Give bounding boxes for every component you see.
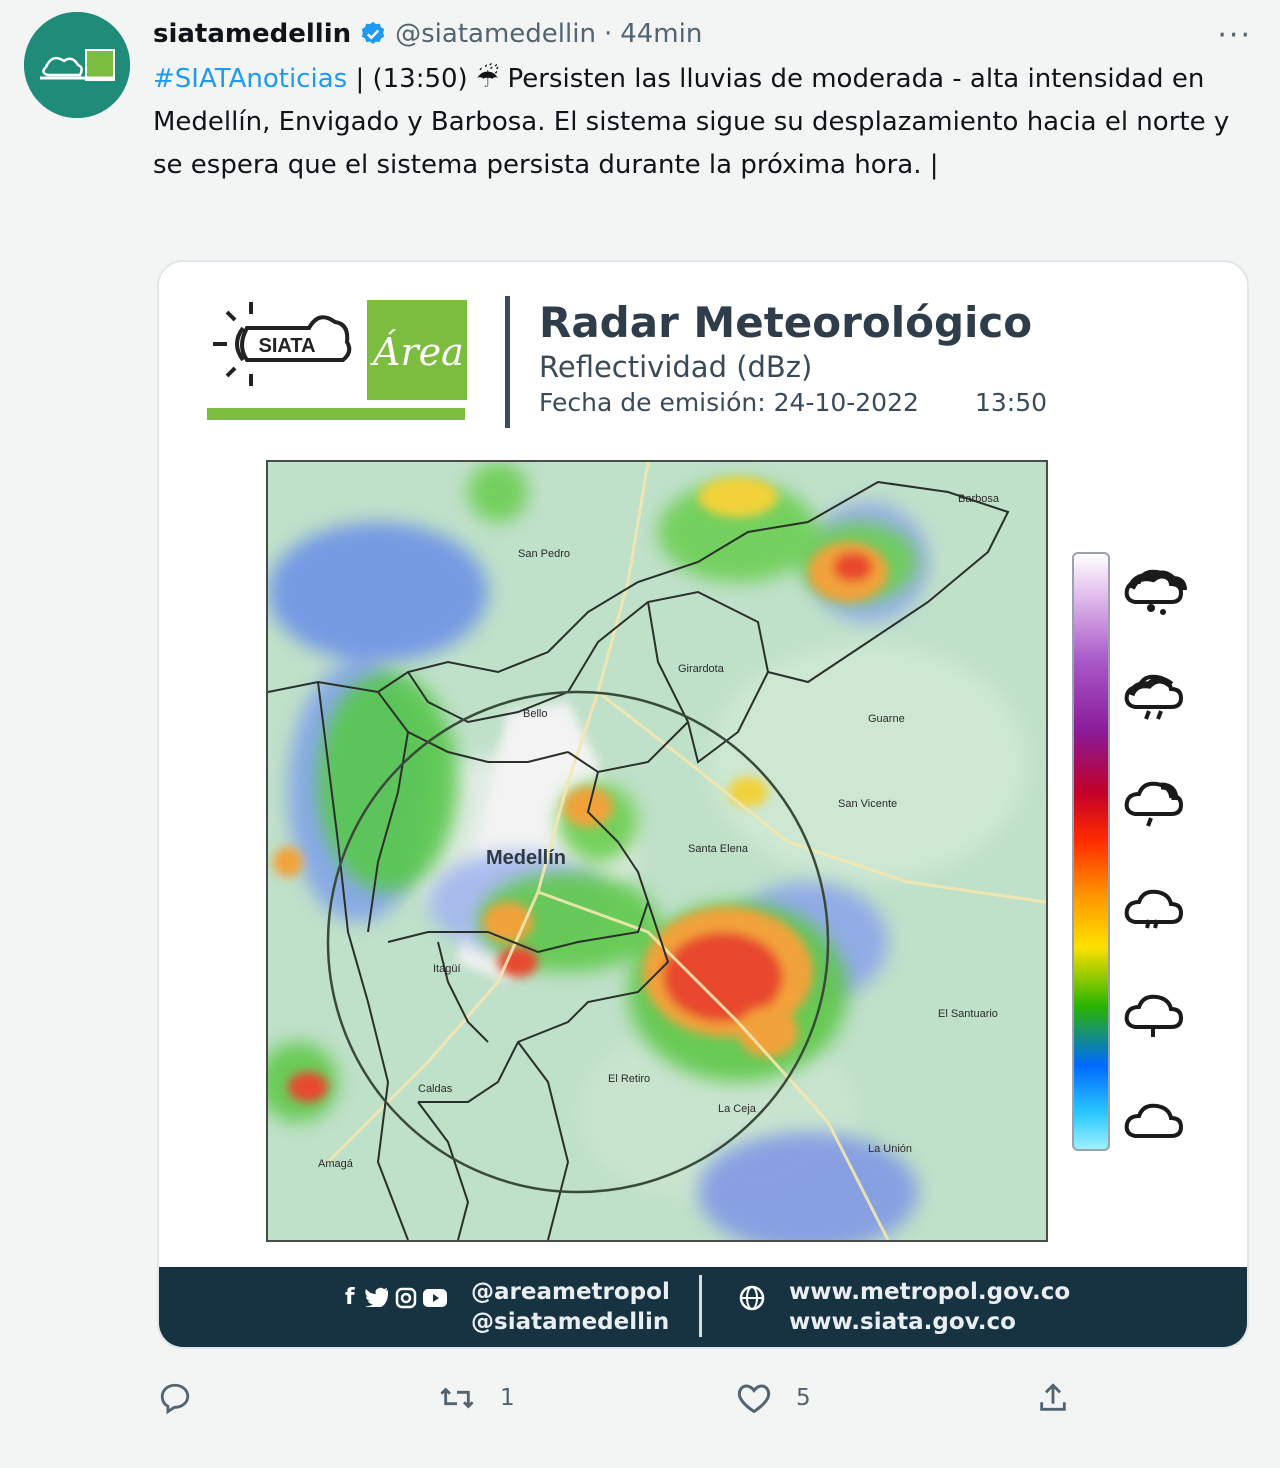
- hashtag-link[interactable]: #SIATAnoticias: [153, 64, 348, 94]
- cloud-rain-moderate-icon: [1121, 882, 1191, 942]
- siata-logo: [207, 298, 353, 398]
- map-label-girardota: Girardota: [678, 663, 724, 675]
- footer-web-siata: www.siata.gov.co: [789, 1309, 1016, 1335]
- reflectivity-color-scale: [1072, 552, 1110, 1151]
- tweet-body: | (13:50) ☔ Persisten las lluvias de moderada - alta intensidad en Medellín, Envigado y Barbosa. El sistema sigue su desplazamiento hacia el norte y se espera que el sistema persista durante la próxima hora. |: [153, 64, 1230, 180]
- footer-handle-areametropol: @areametropol: [471, 1279, 670, 1305]
- footer-divider: [699, 1275, 702, 1337]
- map-label-la-ceja: La Ceja: [718, 1103, 756, 1115]
- map-label-la-union: La Unión: [868, 1143, 913, 1155]
- like-button[interactable]: [736, 1376, 811, 1420]
- timestamp[interactable]: 44min: [620, 19, 703, 49]
- cloud-rain-light-icon: [1121, 987, 1191, 1047]
- instagram-icon: [395, 1287, 417, 1309]
- map-label-itagui: Itagüí: [433, 963, 461, 975]
- siata-logo-text: SIATA: [258, 335, 316, 357]
- cloud-hail-heavy-icon: [1121, 562, 1191, 622]
- footer-web-metropol: www.metropol.gov.co: [789, 1279, 1071, 1305]
- reply-button[interactable]: [158, 1376, 216, 1420]
- radar-map: [266, 460, 1048, 1242]
- map-label-barbosa: Barbosa: [958, 493, 999, 505]
- avatar[interactable]: [24, 12, 130, 118]
- map-label-amaga: Amagá: [318, 1158, 353, 1170]
- image-footer: [159, 1267, 1247, 1347]
- facebook-icon: f: [345, 1285, 355, 1310]
- map-label-santa-elena: Santa Elena: [688, 843, 748, 855]
- emission-date: Fecha de emisión: 24-10-2022: [539, 388, 919, 417]
- radar-subtitle: Reflectividad (dBz): [539, 350, 813, 384]
- emission-time: 13:50: [975, 388, 1048, 417]
- footer-handle-siatamedellin: @siatamedellin: [471, 1309, 670, 1335]
- map-label-san-vicente: San Vicente: [838, 798, 898, 810]
- cloud-rain-strong-icon: [1121, 774, 1191, 834]
- like-count: 5: [796, 1385, 811, 1411]
- cloud-heavy-rain-icon: [1121, 667, 1191, 727]
- tweet-header: [153, 14, 702, 54]
- radar-title: Radar Meteorológico: [539, 298, 1033, 347]
- area-logo-text: Área: [373, 330, 464, 374]
- map-label-caldas: Caldas: [418, 1083, 453, 1095]
- cloud-icon: [1121, 1092, 1191, 1152]
- share-icon: [1036, 1381, 1070, 1415]
- reply-icon: [158, 1381, 192, 1415]
- handle[interactable]: @siatamedellin: [395, 19, 596, 49]
- area-metropolitana-logo: [367, 300, 467, 400]
- verified-badge-icon: [359, 20, 387, 48]
- heart-icon: [736, 1381, 772, 1415]
- tweet-image[interactable]: [157, 260, 1249, 1349]
- twitter-icon: [365, 1287, 389, 1307]
- header-divider: [505, 296, 510, 428]
- logo-bar: [207, 408, 465, 420]
- map-label-bello: Bello: [523, 708, 548, 720]
- map-label-guarne: Guarne: [868, 713, 905, 725]
- retweet-button[interactable]: [438, 1376, 515, 1420]
- retweet-icon: [438, 1381, 476, 1415]
- separator-dot: ·: [603, 19, 613, 49]
- map-label-el-santuario: El Santuario: [938, 1008, 998, 1020]
- map-label-el-retiro: El Retiro: [608, 1073, 651, 1085]
- globe-icon: [739, 1285, 765, 1311]
- display-name[interactable]: siatamedellin: [153, 19, 352, 49]
- retweet-count: 1: [500, 1385, 515, 1411]
- share-button[interactable]: [1036, 1376, 1094, 1420]
- map-label-medellin: Medellín: [486, 847, 567, 869]
- youtube-icon: [423, 1289, 447, 1307]
- map-label-san-pedro: San Pedro: [518, 548, 570, 560]
- siata-avatar-logo: [24, 12, 130, 118]
- more-options-icon[interactable]: ···: [1217, 18, 1252, 53]
- radar-map-svg: [268, 462, 1046, 1240]
- tweet-text: [153, 58, 1243, 187]
